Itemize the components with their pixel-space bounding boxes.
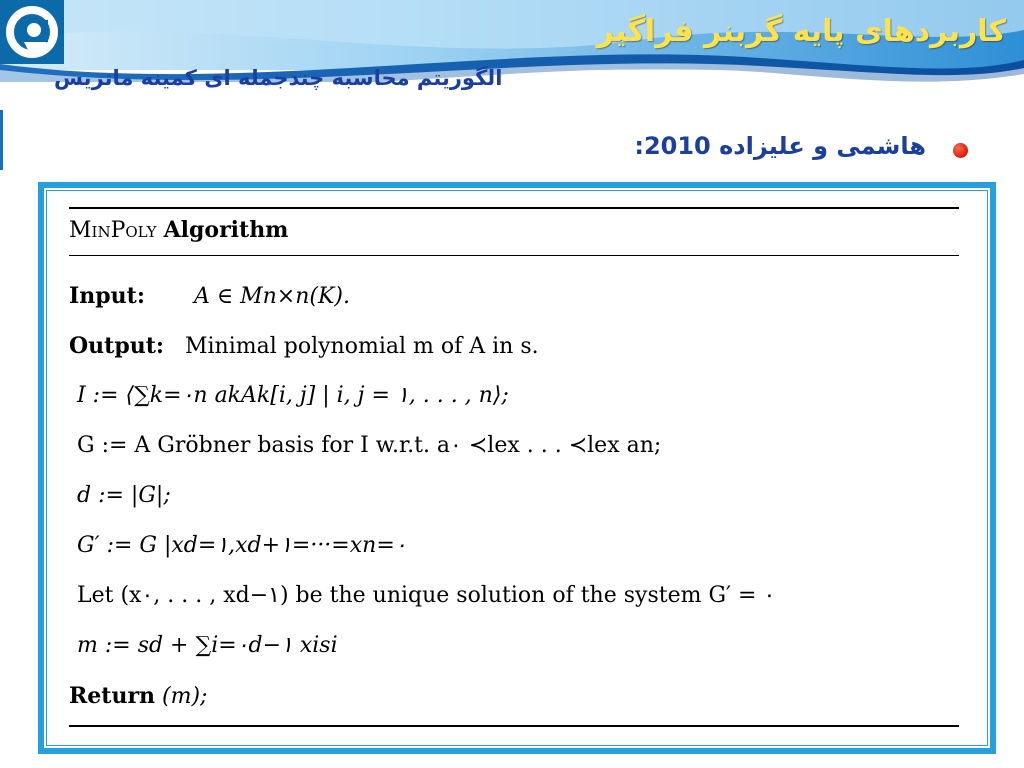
algorithm-title: MinPoly Algorithm xyxy=(69,217,289,243)
slide-subtitle: الگوریتم محاسبه چندجمله ای کمینه ماتریس xyxy=(54,66,503,90)
output-line: Output: Minimal polynomial m of A in s. xyxy=(69,333,539,359)
algorithm-frame-inner xyxy=(42,186,992,750)
algorithm-box xyxy=(46,190,988,746)
title-rule xyxy=(69,255,959,256)
groebner-line: G := A Gröbner basis for I w.r.t. a٠ ≺lex . . . ≺lex an; xyxy=(77,433,662,458)
polynomial-line: m := sd + ∑i=٠d−١ xisi xyxy=(77,633,338,658)
institution-logo xyxy=(0,0,64,64)
bullet-dot-icon xyxy=(953,143,968,158)
substitution-line: G′ := G |xd=١,xd+١=···=xn=٠ xyxy=(77,533,407,558)
left-accent-strip xyxy=(0,110,3,170)
slide-title: کاربردهای پایه گربنر فراگیر xyxy=(596,14,1006,49)
top-rule xyxy=(69,207,959,209)
input-line: Input: A ∈ Mn×n(K). xyxy=(69,283,351,309)
degree-line: d := |G|; xyxy=(77,483,171,508)
bullet-text: هاشمی و علیزاده 2010: xyxy=(634,132,926,160)
bottom-rule xyxy=(69,725,959,727)
return-line: Return (m); xyxy=(69,683,208,709)
solution-line: Let (x٠, . . . , xd−١) be the unique solution of the system G′ = ٠ xyxy=(77,583,776,608)
ideal-line: I := ⟨∑k=٠n akAk[i, j] | i, j = ١, . . . , n⟩; xyxy=(77,383,509,408)
algorithm-frame xyxy=(38,182,996,754)
